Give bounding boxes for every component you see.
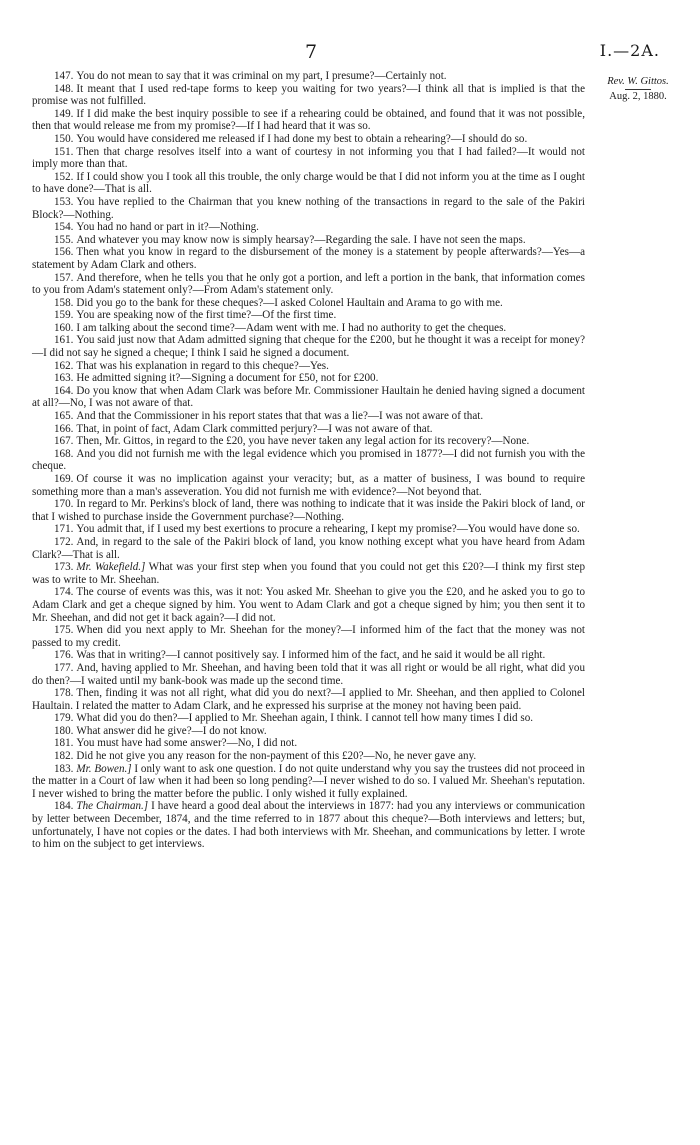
question-answer-text: You have replied to the Chairman that you knew nothing of the transactions in regard to the sale of the Pakiri Block?—Nothing. bbox=[32, 195, 585, 221]
question-number: 152. bbox=[54, 170, 74, 183]
testimony-paragraph bbox=[32, 70, 585, 83]
question-answer-text: I have heard a good deal about the interviews in 1877: had you any interviews or communication by letter between December, 1874, and the time referred to in 1877 about this cheque?—Both interviews and letters; but, unfortunately, I have not copies or the dates. I had both interviews with Mr. Sheehan, and communications by letter. I wrote to him on the subject to get interviews. bbox=[32, 800, 585, 851]
testimony-paragraph bbox=[32, 133, 585, 146]
question-number: 181. bbox=[54, 737, 74, 750]
question-number: 159. bbox=[54, 309, 74, 322]
question-number: 162. bbox=[54, 359, 74, 372]
speaker-label: The Chairman.] bbox=[76, 800, 149, 813]
testimony-paragraph bbox=[32, 737, 585, 750]
testimony-paragraph bbox=[32, 309, 585, 322]
testimony-paragraph bbox=[32, 750, 585, 763]
question-number: 161. bbox=[54, 334, 74, 347]
testimony-paragraph bbox=[32, 385, 585, 410]
question-answer-text: That, in point of fact, Adam Clark committed perjury?—I was not aware of that. bbox=[76, 422, 433, 435]
question-answer-text: Then, finding it was not all right, what did you do next?—I applied to Mr. Sheehan, and then applied to Colonel Haultain. I related the matter to Adam Clark, and he expressed his surprise at the money not having been paid. bbox=[32, 687, 585, 712]
testimony-paragraph bbox=[32, 272, 585, 297]
question-answer-text: You admit that, if I used my best exertions to procure a rehearing, I kept my promise?—You would have done so. bbox=[76, 523, 580, 536]
question-answer-text: What was your first step when you found that you could not get this £20?—I think my first step was to write to Mr. Sheehan. bbox=[32, 561, 585, 586]
question-number: 167. bbox=[54, 435, 74, 448]
question-answer-text: When did you next apply to Mr. Sheehan for the money?—I informed him of the fact that the money was not passed to my credit. bbox=[32, 624, 585, 649]
question-answer-text: Do you know that when Adam Clark was before Mr. Commissioner Haultain he denied having signed a document at all?—No, I was not aware of that. bbox=[32, 384, 585, 410]
question-answer-text: You do not mean to say that it was criminal on my part, I presume?—Certainly not. bbox=[76, 70, 447, 82]
question-answer-text: Then that charge resolves itself into a want of courtesy in not informing you that I had failed?—It would not imply more than that. bbox=[32, 145, 585, 171]
question-number: 149. bbox=[54, 107, 74, 120]
question-answer-text: And whatever you may know now is simply hearsay?—Regarding the sale. I have not seen the maps. bbox=[76, 233, 526, 246]
question-number: 180. bbox=[54, 724, 74, 737]
testimony-paragraph bbox=[32, 423, 585, 436]
question-number: 163. bbox=[54, 372, 74, 385]
testimony-paragraph bbox=[32, 687, 585, 712]
question-answer-text: You had no hand or part in it?—Nothing. bbox=[76, 221, 259, 234]
question-number: 157. bbox=[54, 271, 74, 284]
testimony-paragraph bbox=[32, 498, 585, 523]
margin-note-witness: Rev. W. Gittos. bbox=[607, 76, 669, 87]
question-number: 156. bbox=[54, 246, 74, 259]
testimony-paragraph bbox=[32, 523, 585, 536]
testimony-paragraph bbox=[32, 234, 585, 247]
question-number: 154. bbox=[54, 221, 74, 234]
question-number: 150. bbox=[54, 132, 74, 145]
testimony-paragraph bbox=[32, 586, 585, 624]
question-answer-text: Of course it was no implication against your veracity; but, as a matter of business, I was bound to require something more than a man's asseveration. You did not furnish me with evidence?—Not beyond that. bbox=[32, 473, 585, 498]
testimony-paragraph bbox=[32, 83, 585, 108]
testimony-paragraph bbox=[32, 322, 585, 335]
question-answer-text: And, in regard to the sale of the Pakiri block of land, you know nothing except what you have heard from Adam Clark?—That is all. bbox=[32, 535, 585, 561]
testimony-paragraph bbox=[32, 171, 585, 196]
testimony-paragraph bbox=[32, 763, 585, 801]
testimony-paragraph bbox=[32, 221, 585, 234]
testimony-paragraph bbox=[32, 108, 585, 133]
question-answer-text: I am talking about the second time?—Adam went with me. I had no authority to get the cheques. bbox=[76, 321, 507, 334]
question-answer-text: And you did not furnish me with the legal evidence which you promised in 1877?—I did not furnish you with the cheque. bbox=[32, 447, 585, 473]
question-number: 178. bbox=[54, 687, 74, 700]
question-answer-text: It meant that I used red-tape forms to keep you waiting for two years?—I think all that is implied is that the promise was not fulfilled. bbox=[32, 82, 585, 108]
question-answer-text: You would have considered me released if I had done my best to obtain a rehearing?—I should do so. bbox=[76, 132, 528, 145]
question-answer-text: What answer did he give?—I do not know. bbox=[76, 724, 267, 737]
question-answer-text: If I did make the best inquiry possible to see if a rehearing could be obtained, and found that it was not possible, then that would release me from my promise?—If I had heard that it was so. bbox=[32, 107, 585, 133]
question-answer-text: You must have had some answer?—No, I did not. bbox=[76, 737, 298, 750]
question-number: 169. bbox=[54, 473, 74, 485]
question-answer-text: The course of events was this, was it not: You asked Mr. Sheehan to give you the £20, and he asked you to go to Adam Clark and get a cheque signed by him. You went to Adam Clark and got a cheque signed by him; you then sent it to Mr. Sheehan, and did not get it back again?—I did not. bbox=[32, 586, 585, 624]
question-number: 173. bbox=[54, 561, 74, 574]
testimony-paragraph bbox=[32, 662, 585, 687]
margin-note-rule bbox=[625, 89, 651, 90]
question-number: 171. bbox=[54, 523, 74, 536]
question-answer-text: Then what you know in regard to the disbursement of the money is a statement by people afterwards?—Yes—a statement by Adam Clark and others. bbox=[32, 246, 585, 271]
question-number: 147. bbox=[54, 70, 74, 82]
testimony-paragraph bbox=[32, 360, 585, 373]
question-answer-text: In regard to Mr. Perkins's block of land, there was nothing to indicate that it was inside the Pakiri block of land, or that I wished to purchase inside the Government purchase?—Nothing. bbox=[32, 498, 585, 523]
speaker-label: Mr. Wakefield.] bbox=[76, 561, 146, 574]
testimony-paragraph bbox=[32, 624, 585, 649]
question-number: 155. bbox=[54, 233, 74, 246]
question-answer-text: I only want to ask one question. I do not quite understand why you say the trustees did not proceed in the matter in a Court of law when it had been so long pending?—I never wished to do so. I valued Mr. Sheehan's reputation. I never wished to bring the matter before the public. I only wished it fully explained. bbox=[32, 762, 585, 800]
margin-note-date: Aug. 2, 1880. bbox=[609, 91, 667, 102]
question-number: 166. bbox=[54, 422, 74, 435]
testimony-paragraph bbox=[32, 448, 585, 473]
testimony-paragraph bbox=[32, 246, 585, 271]
testimony-paragraph bbox=[32, 536, 585, 561]
testimony-paragraph bbox=[32, 297, 585, 310]
testimony-paragraph bbox=[32, 196, 585, 221]
testimony-paragraph bbox=[32, 334, 585, 359]
testimony-paragraph bbox=[32, 372, 585, 385]
question-number: 158. bbox=[54, 296, 74, 309]
document-reference: I.—2A. bbox=[599, 41, 660, 60]
question-answer-text: Then, Mr. Gittos, in regard to the £20, you have never taken any legal action for its recovery?—None. bbox=[76, 435, 530, 448]
testimony-paragraph bbox=[32, 712, 585, 725]
testimony-paragraph bbox=[32, 410, 585, 423]
question-number: 170. bbox=[54, 498, 74, 511]
question-answer-text: And therefore, when he tells you that he only got a portion, and left a portion in the bank, that information comes to you from Adam's statement only?—From Adam's statement only. bbox=[32, 271, 585, 297]
question-answer-text: Was that in writing?—I cannot positively say. I informed him of the fact, and he said it would be all right. bbox=[76, 649, 546, 662]
question-number: 175. bbox=[54, 624, 74, 637]
question-answer-text: You are speaking now of the first time?—Of the first time. bbox=[76, 309, 337, 322]
question-number: 176. bbox=[54, 649, 74, 662]
question-answer-text: Did he not give you any reason for the non-payment of this £20?—No, he never gave any. bbox=[76, 750, 477, 763]
question-number: 179. bbox=[54, 712, 74, 725]
question-answer-text: What did you do then?—I applied to Mr. Sheehan again, I think. I cannot tell how many times I did so. bbox=[76, 712, 534, 725]
page-number: 7 bbox=[305, 41, 318, 63]
question-answer-text: And, having applied to Mr. Sheehan, and having been told that it was all right or would be all right, what did you do then?—I waited until my bank-book was made up the second time. bbox=[32, 661, 585, 687]
question-number: 160. bbox=[54, 321, 74, 334]
question-answer-text: He admitted signing it?—Signing a document for £50, not for £200. bbox=[76, 372, 379, 385]
question-number: 184. bbox=[54, 800, 74, 813]
speaker-label: Mr. Bowen.] bbox=[76, 762, 132, 775]
question-number: 153. bbox=[54, 195, 74, 208]
question-answer-text: If I could show you I took all this trouble, the only charge would be that I did not inform you at the time as I ought to have done?—That is all. bbox=[32, 170, 585, 196]
question-answer-text: And that the Commissioner in his report states that that was a lie?—I was not aware of that. bbox=[76, 410, 484, 423]
question-number: 183. bbox=[54, 762, 74, 775]
testimony-paragraph bbox=[32, 649, 585, 662]
testimony-paragraph bbox=[32, 561, 585, 586]
testimony-paragraph bbox=[32, 435, 585, 448]
question-number: 148. bbox=[54, 82, 74, 95]
question-number: 177. bbox=[54, 661, 74, 674]
question-answer-text: You said just now that Adam admitted signing that cheque for the £200, but he thought it was a receipt for money?—I did not say he signed a cheque; I think I said he signed a document. bbox=[32, 334, 585, 360]
question-number: 168. bbox=[54, 447, 74, 460]
testimony-paragraph bbox=[32, 473, 585, 498]
question-number: 164. bbox=[54, 384, 74, 397]
question-answer-text: Did you go to the bank for these cheques?—I asked Colonel Haultain and Arama to go with me. bbox=[76, 296, 503, 309]
question-number: 151. bbox=[54, 145, 74, 158]
question-number: 182. bbox=[54, 750, 74, 763]
question-number: 172. bbox=[54, 535, 74, 548]
testimony-paragraph bbox=[32, 146, 585, 171]
testimony-paragraph bbox=[32, 800, 585, 850]
page-header bbox=[0, 41, 700, 65]
question-number: 174. bbox=[54, 586, 74, 599]
question-answer-text: That was his explanation in regard to this cheque?—Yes. bbox=[76, 359, 329, 372]
testimony-paragraph bbox=[32, 725, 585, 738]
testimony-body bbox=[32, 70, 585, 851]
margin-note bbox=[584, 76, 692, 102]
question-number: 165. bbox=[54, 410, 74, 423]
